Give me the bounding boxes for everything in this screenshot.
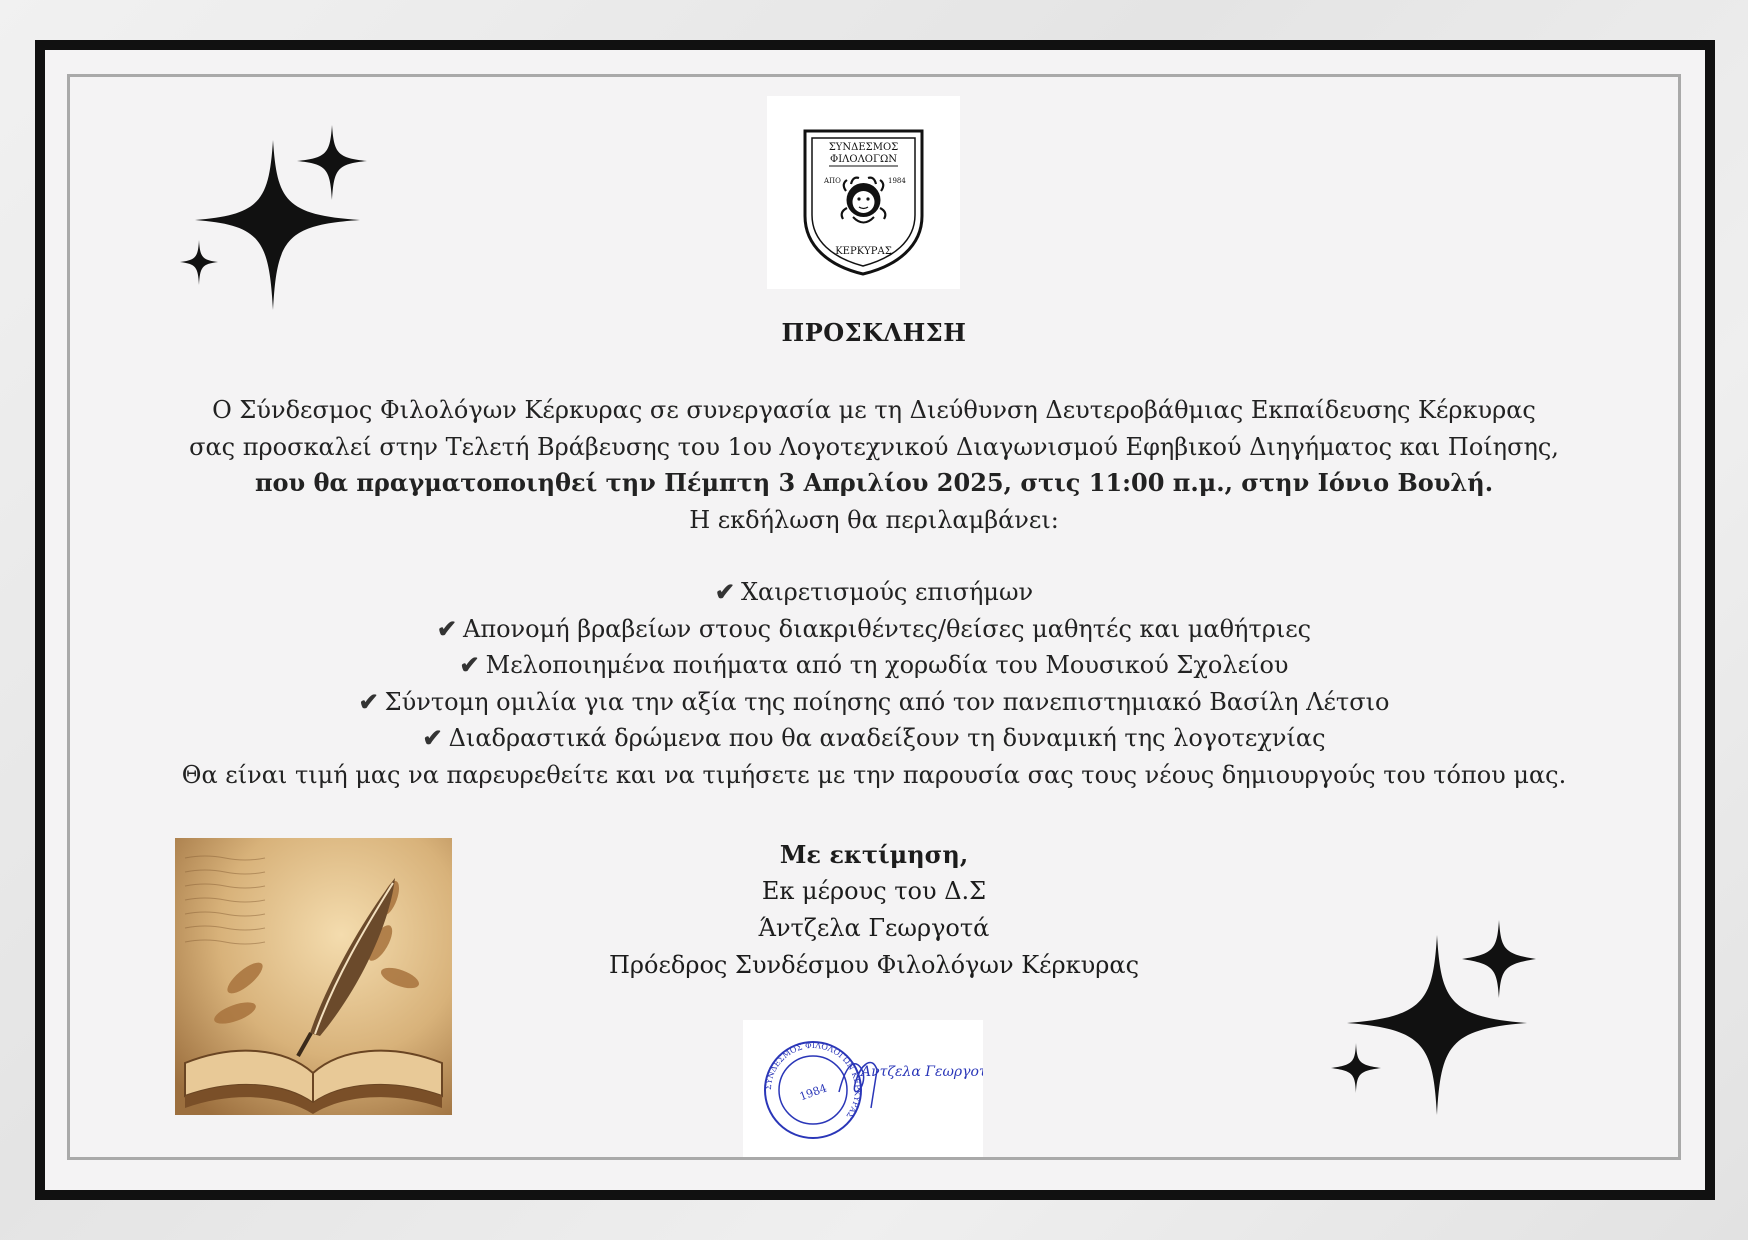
stamp-year: 1984 [797, 1081, 829, 1104]
intro-line: Η εκδήλωση θα περιλαμβάνει: [689, 505, 1059, 534]
checkmark-icon: ✔ [714, 577, 735, 606]
list-item [120, 611, 1628, 648]
signoff-block [0, 836, 1748, 984]
signoff-name: Άντζελα Γεωργοτά [758, 914, 990, 942]
list-item [120, 574, 1628, 611]
list-item [120, 647, 1628, 684]
signoff-role: Πρόεδρος Συνδέσμου Φιλολόγων Κέρκυρας [608, 951, 1140, 979]
list-item-text: Διαδραστικά δρώμενα που θα αναδείξουν τη δυναμική της λογοτεχνίας [448, 724, 1326, 752]
logo-bottom: ΚΕΡΚΥΡΑΣ [835, 246, 892, 257]
list-item-text: Μελοποιημένα ποιήματα από τη χορωδία του Μουσικού Σχολείου [485, 651, 1289, 679]
intro-paragraph [120, 392, 1628, 538]
closing-line: Θα είναι τιμή μας να παρευρεθείτε και να τιμήσετε με την παρουσία σας τους νέους δημιουργούς του τόπου μας. [181, 760, 1567, 789]
list-item [120, 684, 1628, 721]
checkmark-icon: ✔ [422, 723, 443, 752]
association-logo [767, 96, 960, 289]
logo-line1: ΣΥΝΔΕΣΜΟΣ [828, 142, 899, 153]
sparkle-icon [1331, 1043, 1381, 1093]
intro-line: που θα πραγματοποιηθεί την Πέμπτη 3 Απριλίου 2025, στις 11:00 π.μ., στην Ιόνιο Βουλή. [254, 468, 1494, 497]
signoff-on-behalf: Εκ μέρους του Δ.Σ [761, 877, 987, 905]
logo-right: 1984 [888, 177, 906, 185]
intro-line: σας προσκαλεί στην Τελετή Βράβευσης του 1ου Λογοτεχνικού Διαγωνισμού Εφηβικού Διηγήματος και Ποίησης, [189, 432, 1559, 461]
list-item [120, 720, 1628, 757]
list-item-text: Σύντομη ομιλία για την αξία της ποίησης από τον πανεπιστημιακό Βασίλη Λέτσιο [384, 687, 1390, 716]
signature-text: Άντζελα Γεωργοτά [861, 1064, 983, 1080]
sparkle-icon [297, 125, 367, 200]
page-title: ΠΡΟΣΚΛΗΣΗ [781, 318, 967, 347]
intro-line: Ο Σύνδεσμος Φιλολόγων Κέρκυρας σε συνεργασία με τη Διεύθυνση Δευτεροβάθμιας Εκπαίδευσης Κέρκυρας [212, 396, 1536, 424]
list-item-text: Απονομή βραβείων στους διακριθέντες/θείσες μαθητές και μαθήτριες [463, 614, 1312, 643]
svg-text:ΣΥΝΔΕΣΜΟΣ ΦΙΛΟΛΟΓΩΝ ΚΕΡΚΥΡΑΣ [764, 1041, 862, 1120]
sparkle-icon [180, 240, 218, 285]
checkmark-icon: ✔ [436, 613, 457, 643]
stamp-signature [743, 1020, 983, 1157]
checkmark-icon: ✔ [358, 686, 379, 716]
signoff-regards: Με εκτίμηση, [779, 840, 969, 869]
list-item-text: Χαιρετισμούς επισήμων [740, 578, 1034, 606]
program-list [120, 574, 1628, 793]
logo-line2: ΦΙΛΟΛΟΓΩΝ [830, 154, 897, 165]
logo-left: ΑΠΟ [824, 177, 841, 185]
checkmark-icon: ✔ [459, 650, 480, 679]
stamp-ring-text: ΣΥΝΔΕΣΜΟΣ ΦΙΛΟΛΟΓΩΝ ΚΕΡΚΥΡΑΣ [763, 1040, 863, 1120]
